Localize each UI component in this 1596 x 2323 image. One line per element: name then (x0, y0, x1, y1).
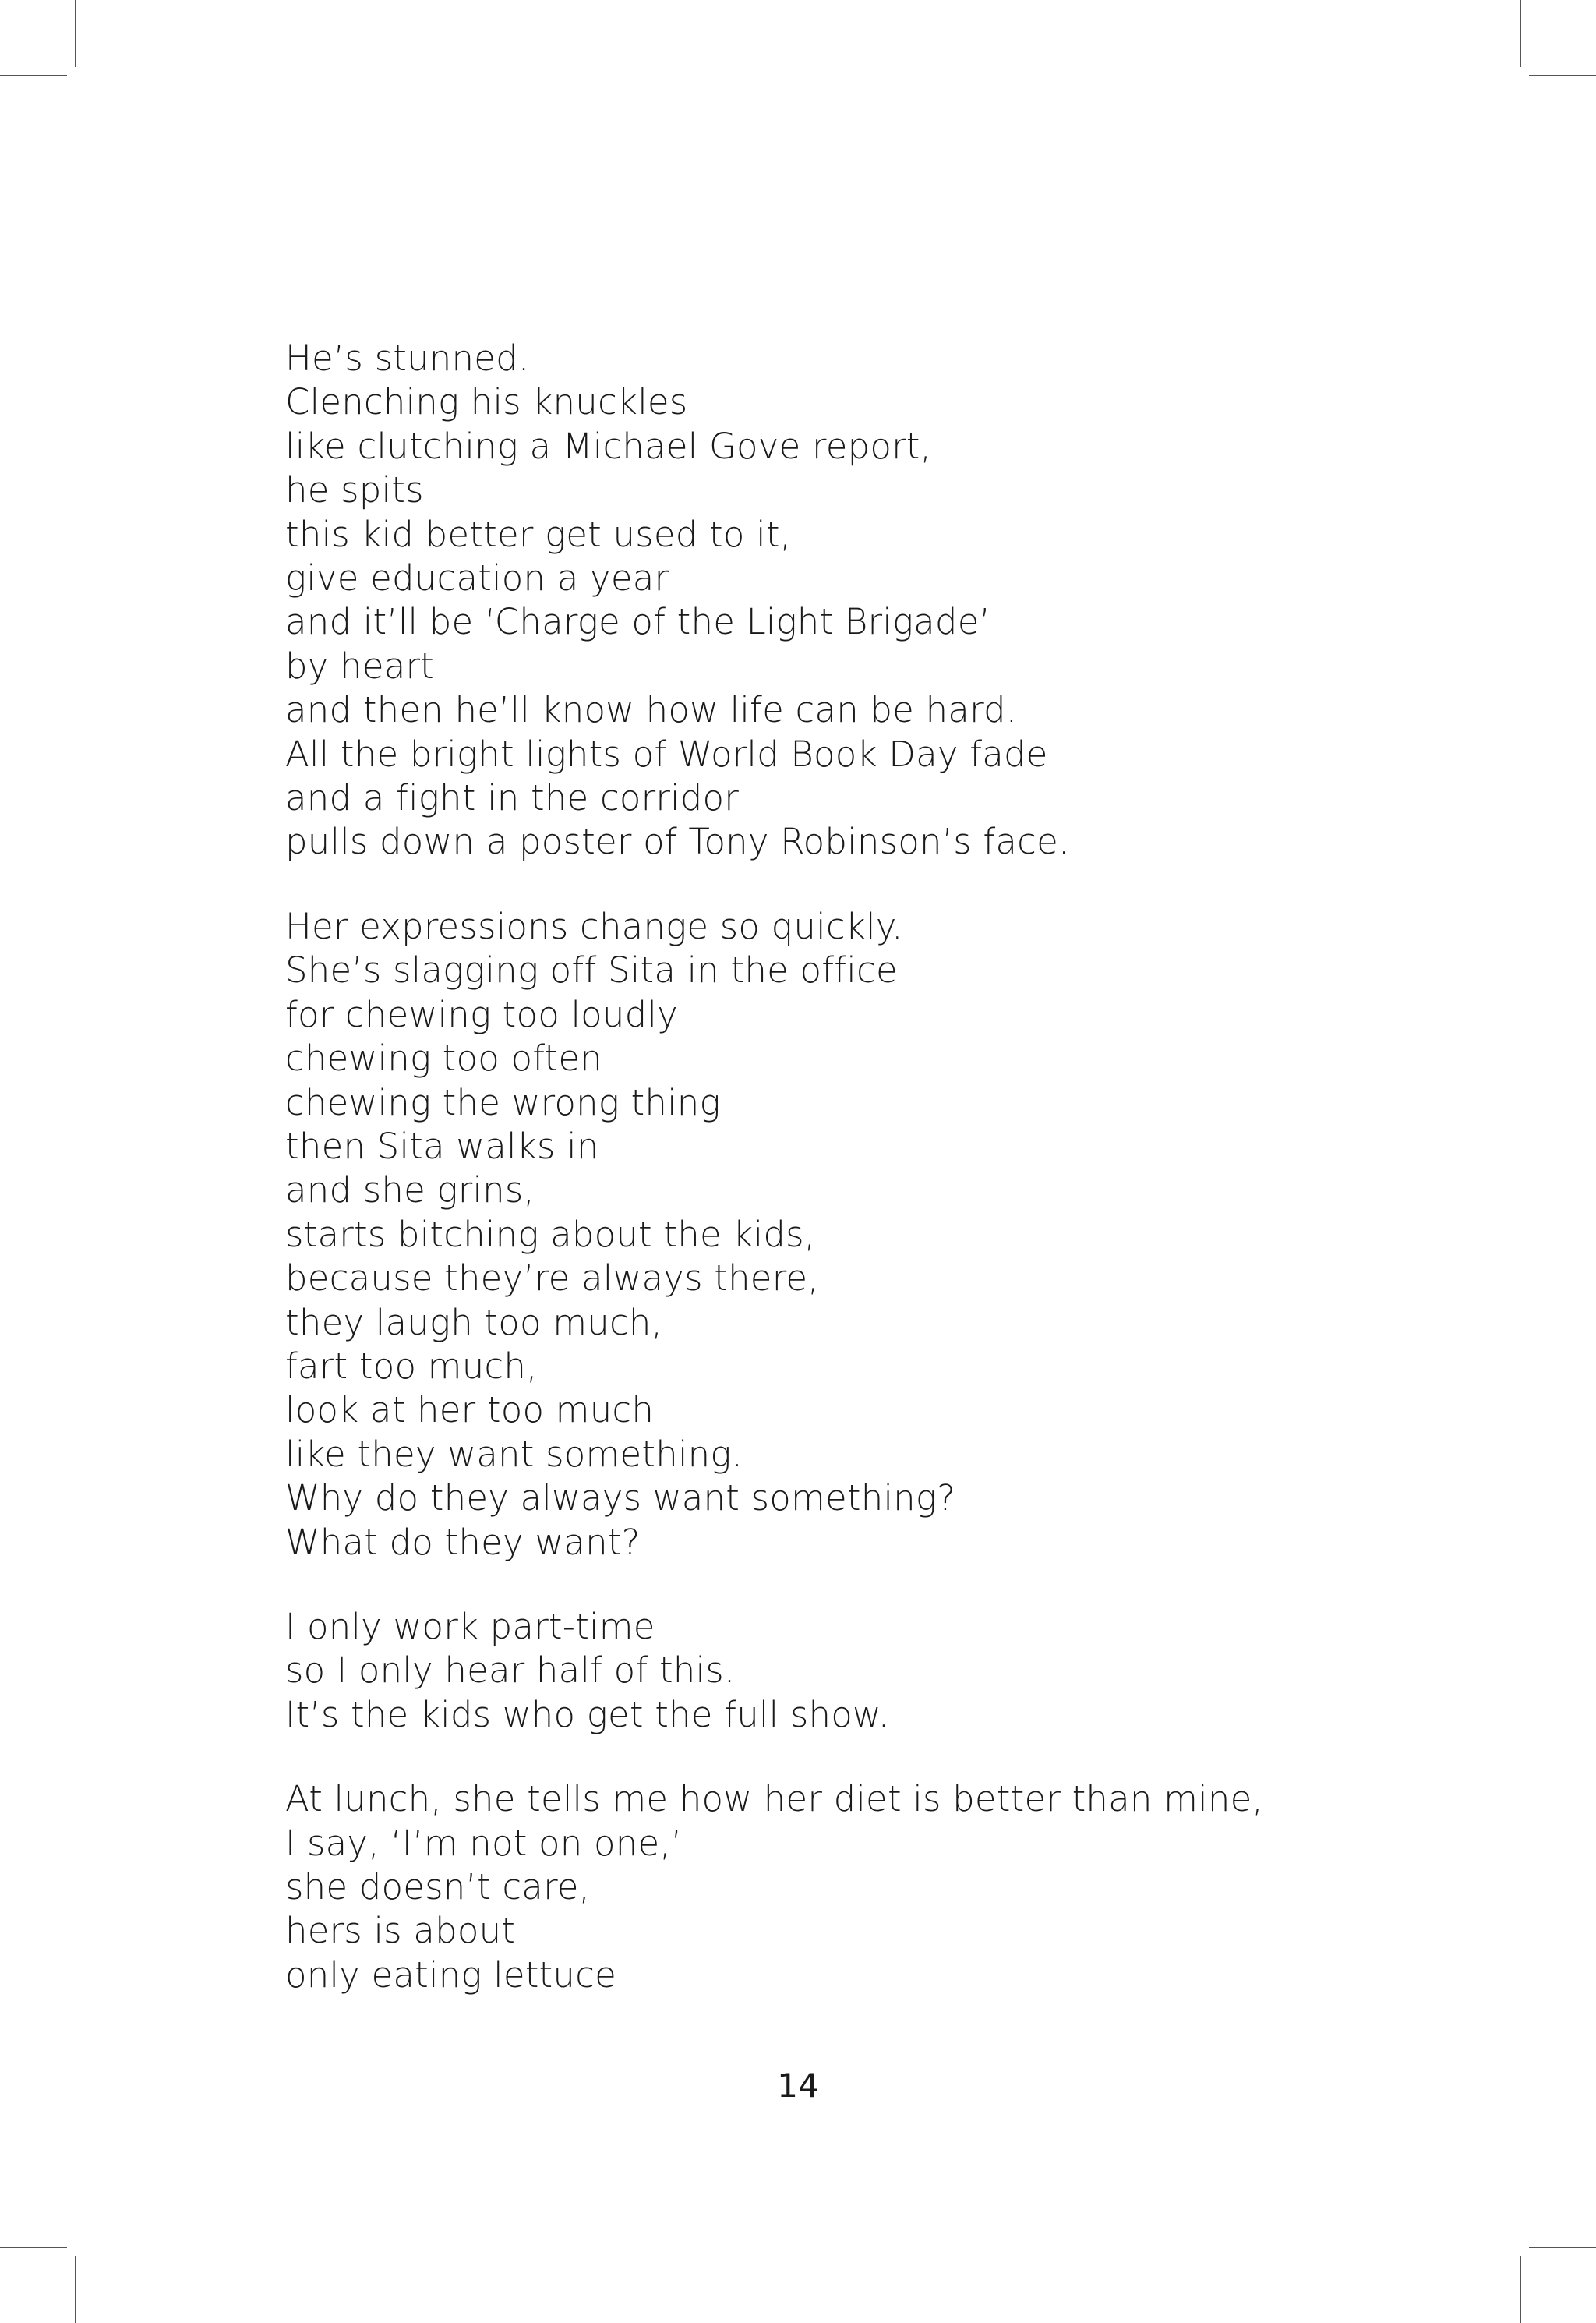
crop-mark-top-right-horizontal (1529, 75, 1596, 76)
poem-line: she doesn’t care, (285, 1866, 591, 1908)
crop-mark-bottom-right-vertical (1520, 2256, 1521, 2323)
poem-line: he spits (285, 469, 424, 511)
poem-line: and then he’ll know how life can be hard. (285, 689, 1018, 731)
stanza (285, 1605, 1454, 1737)
poem-line: because they’re always there, (285, 1257, 819, 1299)
poem-line: by heart (285, 645, 435, 687)
poem-line: chewing too often (285, 1038, 602, 1080)
poem-line: so I only hear half of this. (285, 1649, 736, 1692)
poem-line: He’s stunned. (285, 338, 530, 379)
poem-line: I only work part-time (285, 1605, 655, 1647)
crop-mark-bottom-right-horizontal (1529, 2247, 1596, 2248)
poem-line: What do they want? (285, 1521, 641, 1563)
poem-line: All the bright lights of World Book Day fade (285, 733, 1048, 775)
poem-line: It’s the kids who get the full show. (285, 1693, 890, 1735)
poem-line: starts bitching about the kids, (285, 1213, 816, 1255)
stanza (285, 905, 1454, 1565)
poem-line: hers is about (285, 1910, 516, 1952)
poem-line: like clutching a Michael Gove report, (285, 425, 932, 467)
poem-line: look at her too much (285, 1389, 655, 1431)
poem-line: give education a year (285, 557, 669, 599)
page-number: 14 (777, 2067, 819, 2105)
poem-line: She’s slagging off Sita in the office (285, 949, 898, 992)
crop-mark-top-right-vertical (1520, 0, 1521, 67)
poem-line: and it’ll be ‘Charge of the Light Brigade’ (285, 601, 991, 643)
poem-line: and she grins, (285, 1169, 535, 1211)
stanza (285, 337, 1454, 864)
crop-mark-top-left-vertical (75, 0, 76, 67)
poem-line: fart too much, (285, 1345, 538, 1387)
crop-mark-bottom-left-vertical (75, 2256, 76, 2323)
poem-line: pulls down a poster of Tony Robinson’s face. (285, 821, 1070, 863)
poem-line: At lunch, she tells me how her diet is better than mine, (285, 1778, 1263, 1820)
poem-line: Clenching his knuckles (285, 381, 688, 423)
poem-line: I say, ‘I’m not on one,’ (285, 1822, 683, 1864)
poem-line: Why do they always want something? (285, 1477, 956, 1519)
poem-line: chewing the wrong thing (285, 1081, 721, 1123)
poem-line: only eating lettuce (285, 1954, 616, 1996)
crop-mark-top-left-horizontal (0, 75, 67, 76)
crop-mark-bottom-left-horizontal (0, 2247, 67, 2248)
poem-body (285, 337, 1454, 2038)
poem-line: they laugh too much, (285, 1301, 663, 1343)
stanza (285, 1777, 1454, 1997)
poem-line: this kid better get used to it, (285, 513, 792, 555)
poem-line: like they want something. (285, 1433, 743, 1475)
poem-line: then Sita walks in (285, 1125, 599, 1167)
poem-line: Her expressions change so quickly. (285, 905, 903, 947)
poem-line: for chewing too loudly (285, 993, 678, 1035)
poem-line: and a fight in the corridor (285, 777, 739, 819)
